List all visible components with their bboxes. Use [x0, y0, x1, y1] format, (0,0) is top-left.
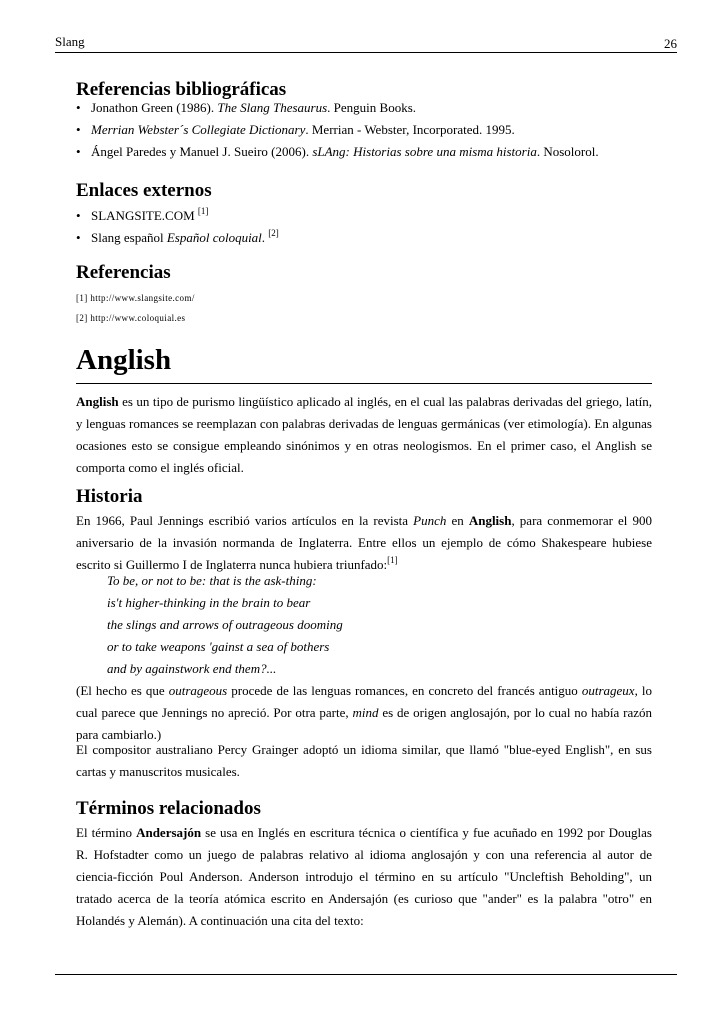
footnote-ref[interactable]: [2]: [268, 228, 279, 238]
bibliography-list: [76, 97, 652, 163]
verse-line: is't higher-thinking in the brain to bear: [107, 595, 311, 610]
footer-rule: [55, 974, 677, 975]
page-header: [55, 33, 677, 53]
history-heading: Historia: [76, 486, 143, 507]
verse-line: the slings and arrows of outrageous dooming: [107, 617, 343, 632]
related-terms-heading: Términos relacionados: [76, 798, 261, 819]
references-heading: Referencias: [76, 262, 171, 283]
reference-item[interactable]: [2] http://www.coloquial.es: [76, 313, 186, 323]
title-rule: [76, 383, 652, 384]
shakespeare-verse: [107, 570, 343, 680]
intro-paragraph: Anglish es un tipo de purismo lingüístico aplicado al inglés, en el cual las palabras derivadas del griego, latín, y lenguas romances se reemplazan con palabras derivadas de lenguas germánicas (ver etimología). En algunas ocasiones esto se consigue empleando sinónimos y en otras neologismos. En el primer caso, el Anglish se comporta como el inglés oficial.: [76, 394, 652, 475]
link-slangsite[interactable]: • SLANGSITE.COM [1]: [76, 206, 209, 223]
link-coloquial[interactable]: • Slang español Español coloquial. [2]: [76, 228, 279, 245]
list-item: • Jonathon Green (1986). The Slang Thesaurus. Penguin Books.: [76, 100, 416, 115]
verse-line: or to take weapons 'gainst a sea of bothers: [107, 639, 330, 654]
page-number: 26: [664, 36, 677, 51]
list-item: • Ángel Paredes y Manuel J. Sueiro (2006). sLAng: Historias sobre una misma historia. Nosolorol.: [76, 144, 599, 159]
external-links-heading: Enlaces externos: [76, 180, 212, 201]
grainger-paragraph: El compositor australiano Percy Grainger adoptó un idioma similar, que llamó "blue-eyed English", en sus cartas y manuscritos musicales.: [76, 742, 652, 779]
list-item: • Merrian Webster´s Collegiate Dictionary. Merrian - Webster, Incorporated. 1995.: [76, 122, 515, 137]
running-title: Slang: [55, 34, 85, 49]
references-list: [76, 288, 195, 328]
verse-line: and by againstwork end them?...: [107, 661, 277, 676]
footnote-ref[interactable]: [1]: [387, 555, 398, 565]
andersajon-paragraph: El término Andersajón se usa en Inglés en escritura técnica o científica y fue acuñado en 1992 por Douglas R. Hofstadter como un juego de palabras relativo al idioma anglosajón y con una referencia al autor de ciencia-ficción Poul Anderson. Anderson introdujo el término en su artículo "Uncleftish Beholding", un tratado acerca de la teoría atómica escrito en Andersajón (es curioso que "ander" es la palabra "otro" en Holandés y Alemán). A continuación una cita del texto:: [76, 825, 652, 928]
outrageous-note-paragraph: (El hecho es que outrageous procede de las lenguas romances, en concreto del francés antiguo outrageux, lo cual parece que Jennings no apreció. Por otra parte, mind es de origen anglosajón, por lo cual no había razón para cambiarlo.): [76, 683, 652, 742]
verse-line: To be, or not to be: that is the ask-thing:: [107, 573, 317, 588]
external-links-list: [76, 205, 652, 249]
footnote-ref[interactable]: [1]: [197, 206, 209, 216]
history-paragraph: En 1966, Paul Jennings escribió varios artículos en la revista Punch en Anglish, para conmemorar el 900 aniversario de la invasión normanda de Inglaterra. Entre ellos un ejemplo de cómo Shakespeare hubiese escrito si Guillermo I de Inglaterra nunca hubiera triunfado:[1]: [76, 513, 653, 572]
bibliography-heading: Referencias bibliográficas: [76, 79, 287, 100]
article-title: Anglish: [76, 344, 172, 376]
reference-item[interactable]: [1] http://www.slangsite.com/: [76, 293, 195, 303]
